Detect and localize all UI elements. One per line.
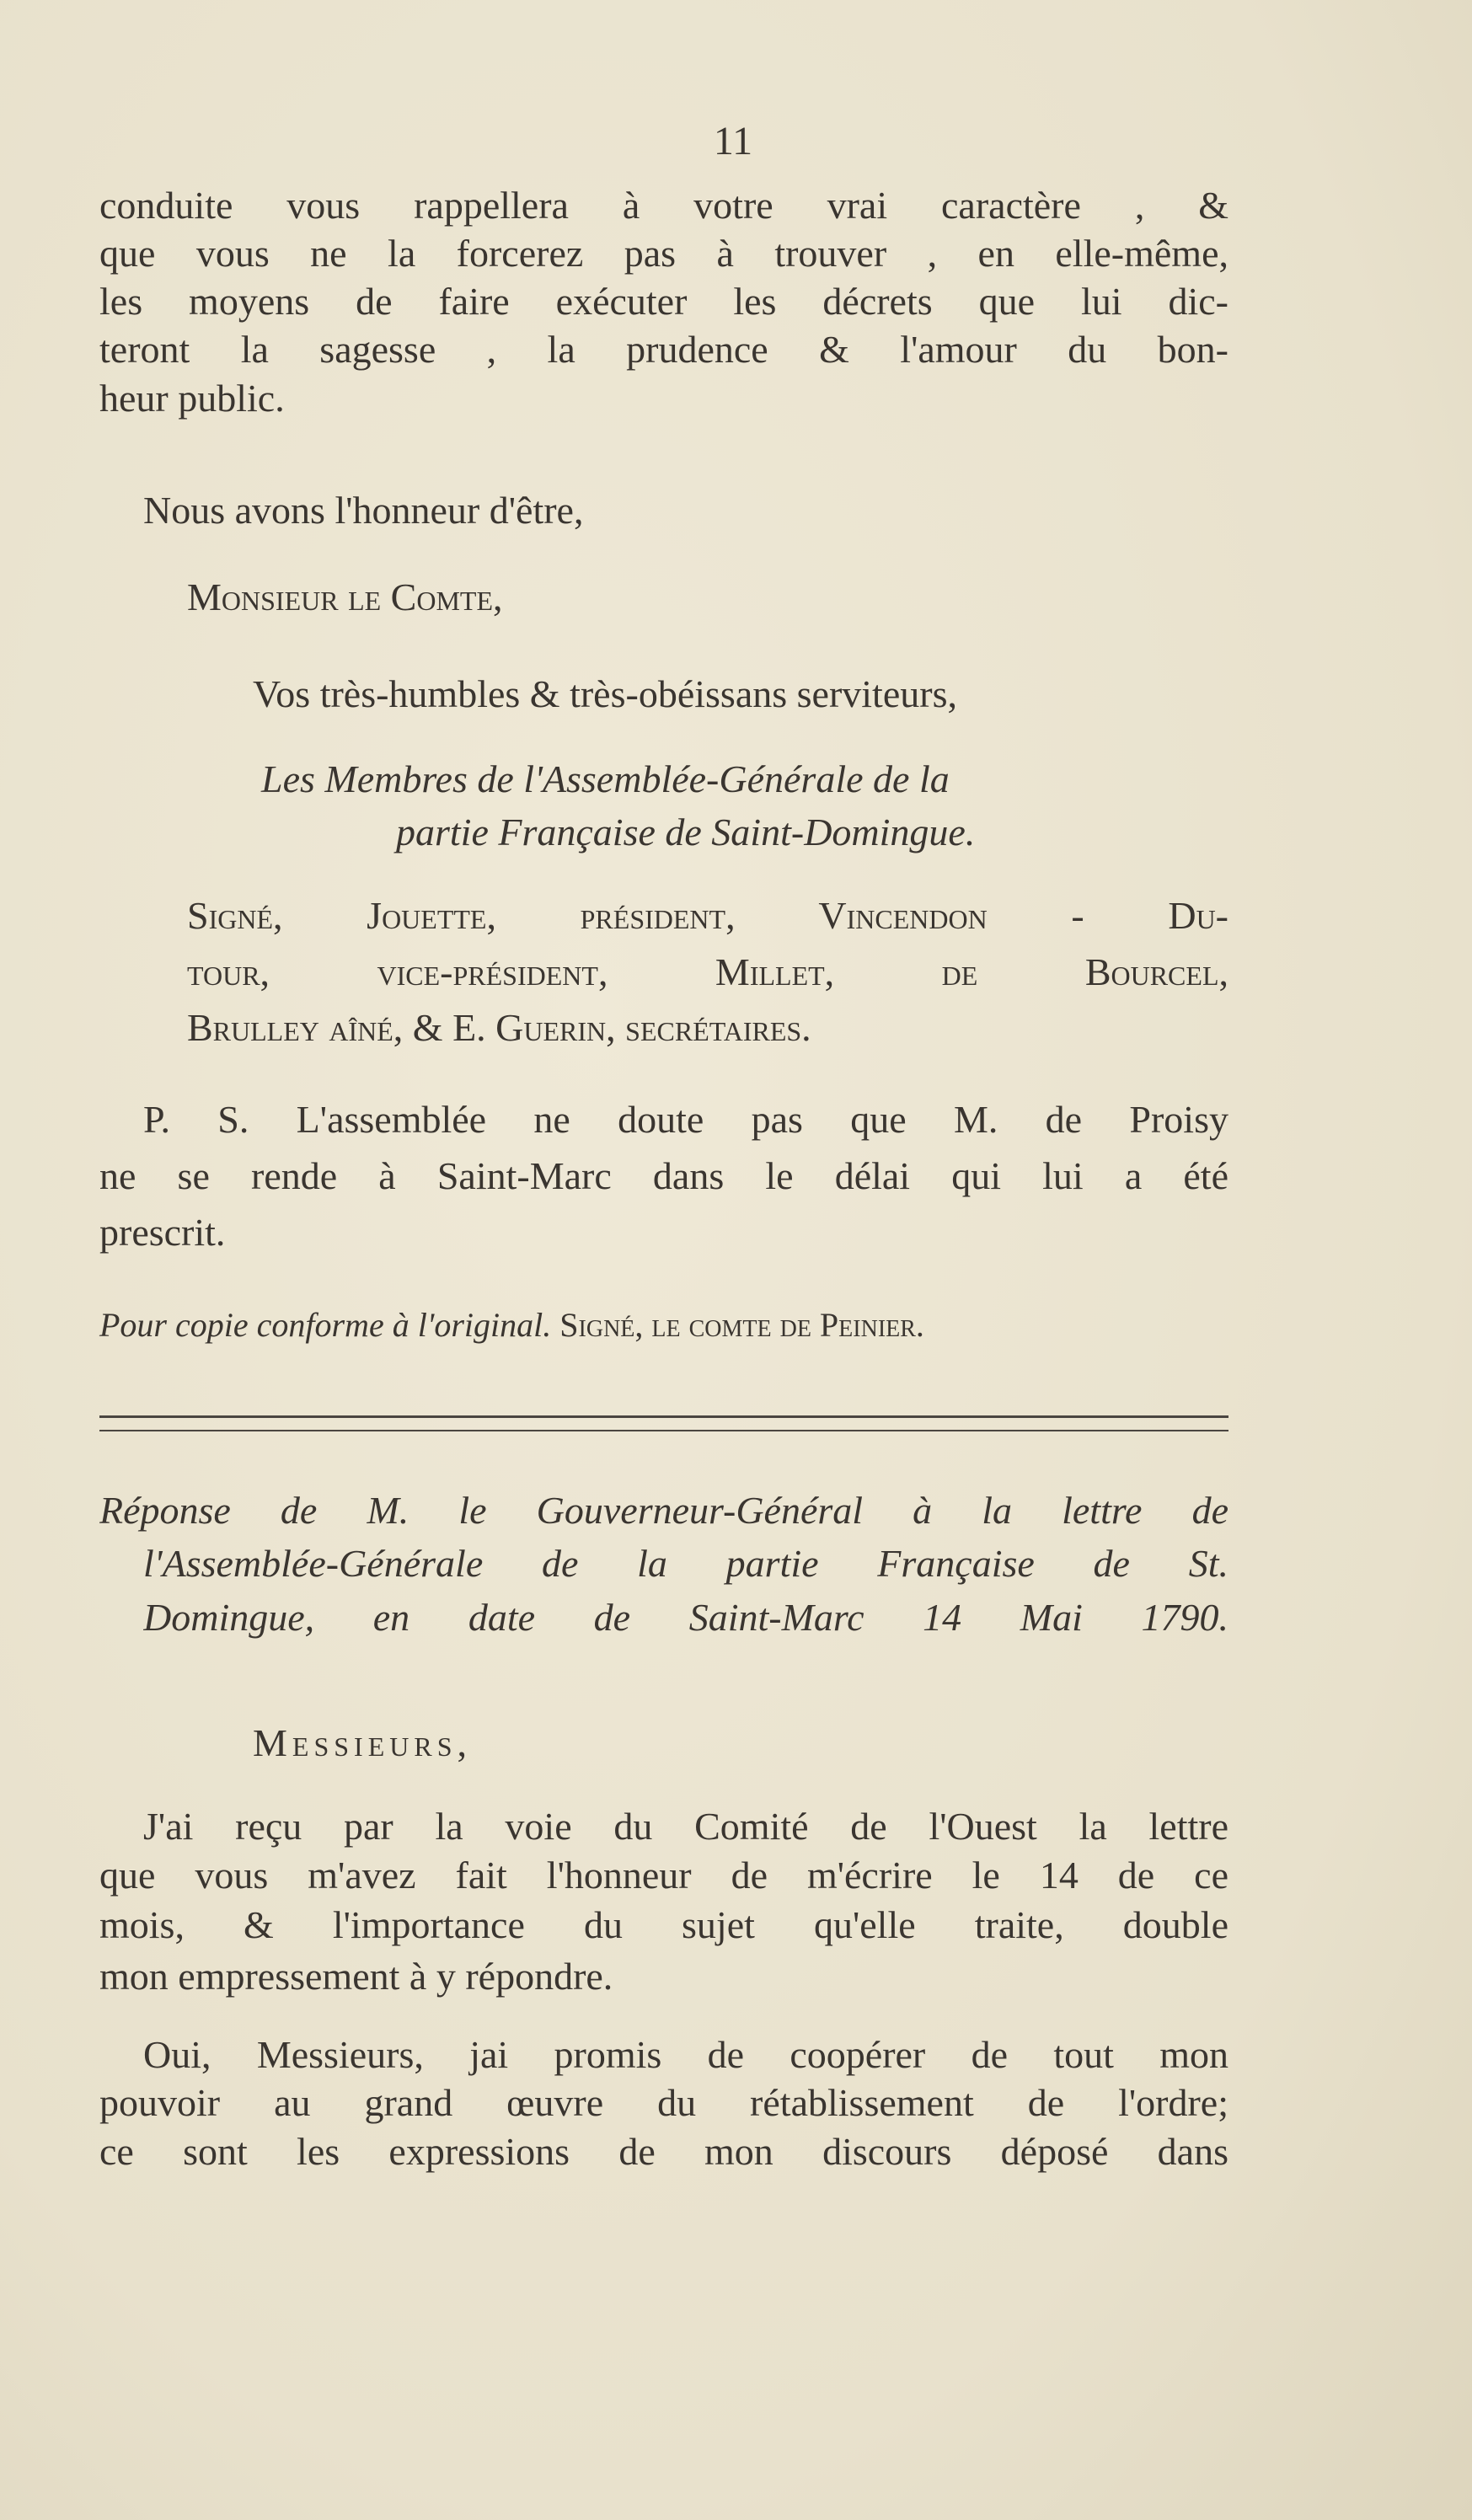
- paragraph-line: pouvoir au grand œuvre du rétablissement de l'ordre;: [99, 2081, 1228, 2124]
- signature-line: Brulley aîné, & E. Guerin, secrétaires.: [187, 1006, 811, 1049]
- paragraph-line: J'ai reçu par la voie du Comité de l'Ouest la lettre: [143, 1805, 1228, 1848]
- signature-line: Signé, Jouette, président, Vincendon - Du-: [187, 894, 1228, 937]
- signature-line: tour, vice-président, Millet, de Bourcel,: [187, 950, 1228, 993]
- postscript-line: ne se rende à Saint-Marc dans le délai qui lui a été: [99, 1154, 1228, 1197]
- page-number: 11: [713, 119, 753, 163]
- closing-line: Nous avons l'honneur d'être,: [143, 489, 584, 532]
- servants-line: Vos très-humbles & très-obéissans serviteurs,: [253, 672, 957, 715]
- postscript-line: P. S. L'assemblée ne doute pas que M. de Proisy: [143, 1098, 1228, 1141]
- certification-signed: Signé, le comte de Peinier.: [559, 1306, 924, 1344]
- certification-line: [99, 1302, 924, 1349]
- text-line: les moyens de faire exécuter les décrets que lui dic-: [99, 280, 1228, 323]
- reply-title-line: l'Assemblée-Générale de la partie Française de St.: [143, 1542, 1228, 1585]
- text-line: que vous ne la forcerez pas à trouver , en elle-même,: [99, 232, 1228, 275]
- paragraph-line: que vous m'avez fait l'honneur de m'écrire le 14 de ce: [99, 1854, 1228, 1897]
- ornamental-divider: [99, 1415, 1228, 1431]
- reply-salutation: Messieurs,: [253, 1721, 472, 1764]
- reply-title-line: Réponse de M. le Gouverneur-Général à la lettre de: [99, 1489, 1228, 1532]
- paragraph-line: ce sont les expressions de mon discours déposé dans: [99, 2130, 1228, 2173]
- salutation: Monsieur le Comte,: [187, 575, 503, 618]
- text-line: conduite vous rappellera à votre vrai caractère , &: [99, 184, 1228, 227]
- postscript-line: prescrit.: [99, 1211, 226, 1254]
- paragraph-line: Oui, Messieurs, jai promis de coopérer de tout mon: [143, 2033, 1228, 2076]
- members-line: Les Membres de l'Assemblée-Générale de la: [261, 757, 950, 800]
- reply-title-line: Domingue, en date de Saint-Marc 14 Mai 1790.: [143, 1596, 1228, 1639]
- members-line: partie Française de Saint-Domingue.: [396, 811, 976, 853]
- certification-italic: Pour copie conforme à l'original.: [99, 1306, 552, 1344]
- paragraph-line: mon empressement à y répondre.: [99, 1955, 613, 1998]
- paragraph-line: mois, & l'importance du sujet qu'elle traite, double: [99, 1903, 1228, 1946]
- text-line: heur public.: [99, 377, 285, 420]
- text-line: teront la sagesse , la prudence & l'amour du bon-: [99, 328, 1228, 371]
